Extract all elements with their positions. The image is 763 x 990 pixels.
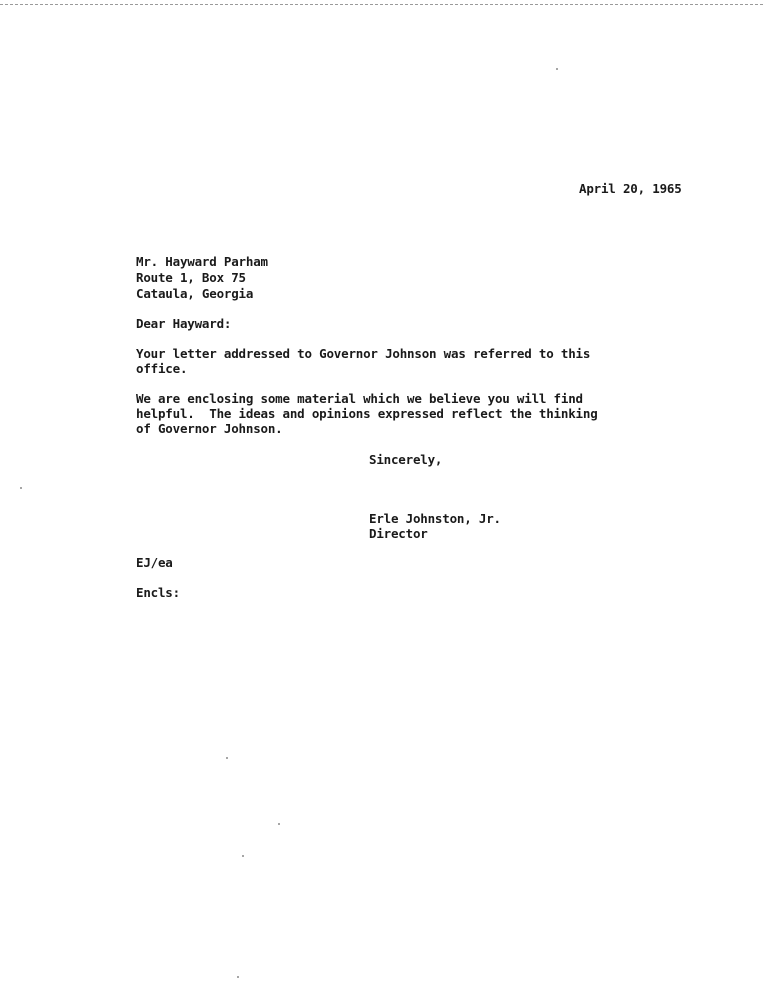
recipient-name: Mr. Hayward Parham (136, 254, 268, 269)
paragraph2-line1: We are enclosing some material which we believe you will find (136, 391, 583, 406)
paragraph1-line2: office. (136, 361, 188, 376)
recipient-address-line2: Cataula, Georgia (136, 286, 254, 301)
paragraph2-line2: helpful. The ideas and opinions expressed reflect the thinking (136, 406, 598, 421)
recipient-address-line1: Route 1, Box 75 (136, 270, 246, 285)
signer-name: Erle Johnston, Jr. (369, 511, 501, 526)
letter-date: April 20, 1965 (579, 181, 682, 196)
typist-initials: EJ/ea (136, 555, 173, 570)
signer-title: Director (369, 526, 428, 541)
enclosure-note: Encls: (136, 585, 180, 600)
paper-speck (278, 823, 280, 825)
closing: Sincerely, (369, 452, 443, 467)
paper-speck (242, 855, 244, 857)
paper-speck (237, 976, 239, 978)
page-top-edge (0, 4, 763, 5)
paragraph2-line3: of Governor Johnson. (136, 421, 283, 436)
paragraph1-line1: Your letter addressed to Governor Johnson was referred to this (136, 346, 591, 361)
paper-speck (20, 487, 22, 489)
paper-speck (556, 68, 558, 70)
salutation: Dear Hayward: (136, 316, 232, 331)
paper-speck (226, 757, 228, 759)
